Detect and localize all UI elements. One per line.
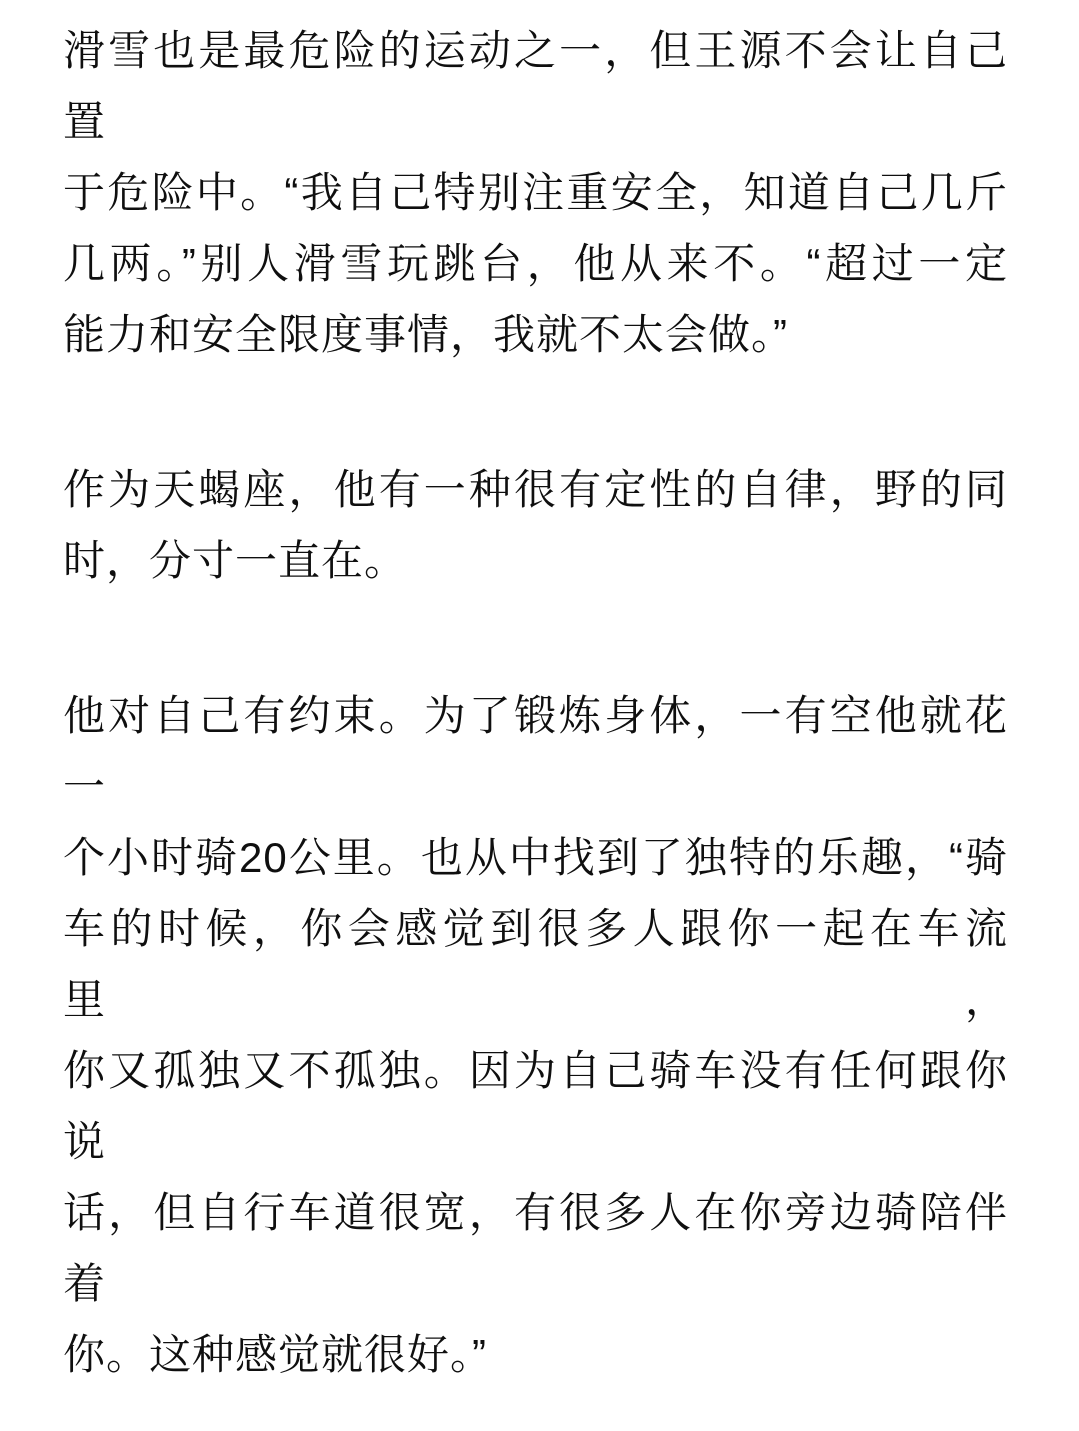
text-line: 时，分寸一直在。 bbox=[63, 537, 408, 584]
paragraph bbox=[63, 15, 1008, 370]
paragraph bbox=[63, 454, 1008, 596]
text-line: 车的时候，你会感觉到很多人跟你一起在车流里， bbox=[63, 905, 1008, 1023]
text-line: 几两。”别人滑雪玩跳台，他从来不。“超过一定 bbox=[63, 240, 1008, 287]
text-line: 你又孤独又不孤独。因为自己骑车没有任何跟你说 bbox=[63, 1047, 1008, 1165]
text-line: 作为天蝎座，他有一种很有定性的自律，野的同 bbox=[63, 466, 1008, 513]
paragraph bbox=[63, 680, 1008, 1390]
text-line: 你。这种感觉就很好。” bbox=[63, 1331, 487, 1378]
text-line: 于危险中。“我自己特别注重安全，知道自己几斤 bbox=[63, 169, 1008, 216]
text-line: 话，但自行车道很宽，有很多人在你旁边骑陪伴着 bbox=[63, 1189, 1008, 1307]
text-line: 个小时骑20公里。也从中找到了独特的乐趣，“骑 bbox=[63, 834, 1008, 881]
text-line: 滑雪也是最危险的运动之一，但王源不会让自己置 bbox=[63, 27, 1008, 145]
text-line: 他对自己有约束。为了锻炼身体，一有空他就花一 bbox=[63, 692, 1008, 810]
text-line: 能力和安全限度事情，我就不太会做。” bbox=[63, 311, 788, 358]
